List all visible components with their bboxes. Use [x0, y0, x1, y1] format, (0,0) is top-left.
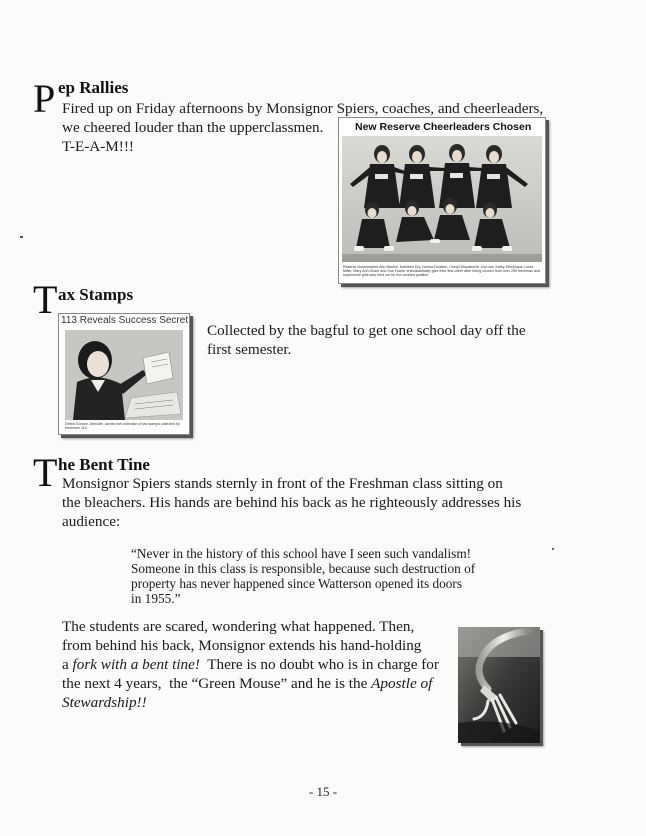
dropcap-t-tax: T: [33, 277, 58, 322]
quote-line4: in 1955.”: [131, 591, 181, 606]
bent-tine-para1-line3: audience:: [62, 513, 121, 530]
bent-tine-para1-line1: Monsignor Spiers stands sternly in front of the Freshman class sitting on: [62, 475, 503, 492]
bent-tine-para2-line1: The students are scared, wondering what happened. Then,: [62, 618, 415, 635]
bent-tine-para2-line4: [62, 674, 432, 693]
cheerleaders-clipping-caption: Reserve cheerleaders Ann Mackin, Kathleen Dry, Norma Dorsline, Cheryl Woodworth. 2nd row: Kathy Strickhaus, Linda Miller, Mary Ann Grace and Sue Fowler enthusiastically give their first cheer after being chosen from over 200 freshman and sophomore girls who tried out for the coveted position.: [343, 265, 540, 278]
bent-tine-para2-line2: from behind his back, Monsignor extends his hand-holding: [62, 637, 422, 654]
bent-fork-photo: [458, 627, 540, 743]
quote-line3: property has never happened since Watterson opened its doors: [131, 576, 463, 591]
scan-speck: [552, 548, 554, 550]
quote-line2: Someone in this class is responsible, because such destruction of: [131, 561, 476, 576]
dropcap-t-tine: T: [33, 450, 58, 495]
tax-stamps-photo: [65, 330, 183, 420]
bent-tine-para2-line3: [62, 655, 439, 674]
quote-line1: “Never in the history of this school have I seen such vandalism!: [131, 546, 472, 561]
tax-stamps-line1: Collected by the bagful to get one school day off the: [207, 322, 526, 339]
tax-stamps-clipping: [58, 313, 190, 435]
cheerleaders-clipping-title: New Reserve Cheerleaders Chosen: [355, 121, 532, 133]
para2-line3-b: There is no doubt who is in charge for: [199, 656, 439, 673]
bent-tine-heading: he Bent Tine: [58, 455, 150, 474]
tax-stamps-heading: ax Stamps: [58, 285, 134, 304]
cheerleaders-photo: [342, 136, 542, 262]
tax-stamps-clipping-caption: Debra Gordon, Armolite, carries the collection of tax stamps collected by freshmen 113.: [65, 422, 180, 431]
page-number: - 15 -: [308, 784, 338, 799]
pep-rallies-line3: T-E-A-M!!!: [62, 138, 134, 155]
fork-phrase: fork with a bent tine!: [72, 656, 200, 673]
pep-rallies-heading: ep Rallies: [58, 78, 129, 97]
pep-rallies-line1: Fired up on Friday afternoons by Monsignor Spiers, coaches, and cheerleaders,: [62, 100, 544, 117]
bent-tine-para1-line2: the bleachers. His hands are behind his back as he righteously addresses his: [62, 494, 522, 511]
tax-stamps-clipping-title: 113 Reveals Success Secret: [61, 315, 189, 326]
para2-line3-a: a: [62, 656, 73, 673]
stewardship-phrase: Stewardship!!: [62, 694, 147, 711]
bent-tine-para2-line5: [62, 693, 147, 712]
apostle-phrase: Apostle of: [371, 675, 433, 692]
cheerleaders-clipping: [338, 117, 546, 284]
scan-speck: [20, 236, 23, 238]
para2-line4-a: the next 4 years, the “Green Mouse” and he is the: [62, 675, 372, 692]
pep-rallies-line2: we cheered louder than the upperclassmen.: [62, 119, 324, 136]
bent-fork-photo-frame: [458, 627, 540, 743]
dropcap-p: P: [33, 76, 56, 121]
tax-stamps-line2: first semester.: [207, 341, 292, 358]
